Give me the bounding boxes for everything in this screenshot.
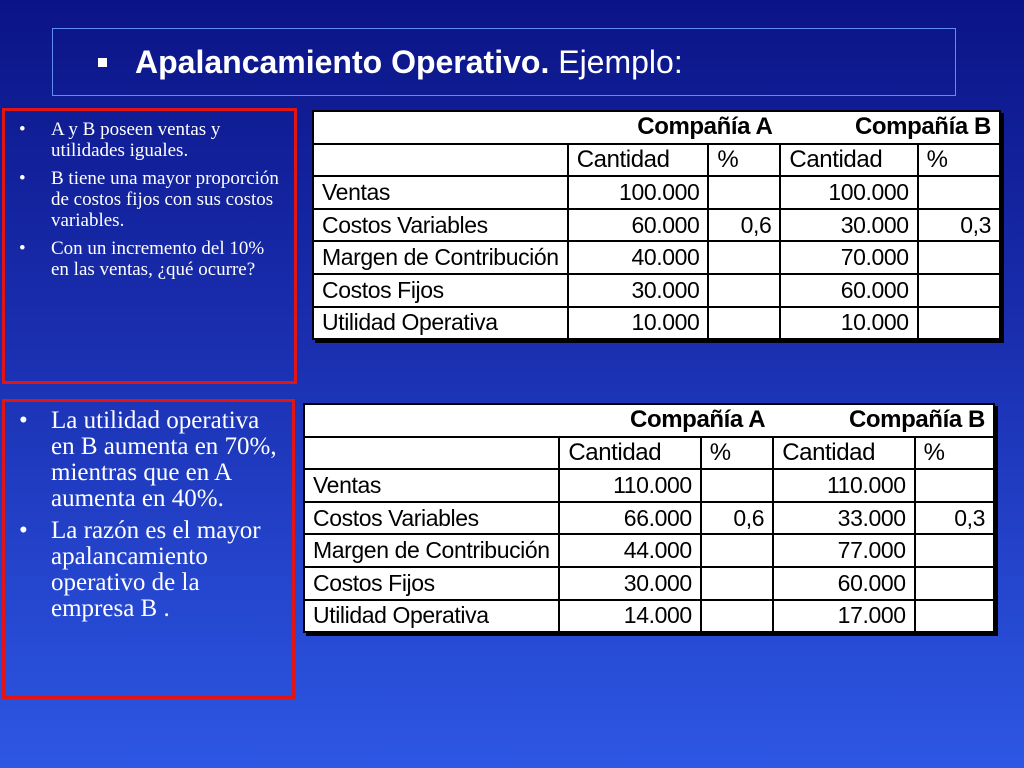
row-label: Costos Fijos bbox=[313, 274, 568, 307]
a-pct-cell: 0,6 bbox=[708, 209, 780, 242]
header-blank-cell bbox=[304, 404, 559, 437]
row-label: Margen de Contribución bbox=[304, 534, 559, 567]
row-label: Costos Fijos bbox=[304, 567, 559, 600]
col-pct-a: % bbox=[708, 144, 780, 177]
note-box-top bbox=[2, 108, 297, 384]
note-box-bottom bbox=[2, 399, 295, 699]
a-pct-cell bbox=[708, 274, 780, 307]
a-pct-cell bbox=[701, 567, 773, 600]
a-pct-cell: 0,6 bbox=[701, 502, 773, 535]
a-pct-cell bbox=[708, 176, 780, 209]
row-label: Utilidad Operativa bbox=[313, 307, 568, 340]
a-qty-cell: 66.000 bbox=[559, 502, 700, 535]
b-qty-cell: 17.000 bbox=[773, 600, 914, 633]
table-row bbox=[304, 502, 994, 535]
company-a-header: Compañía A bbox=[568, 111, 781, 144]
a-pct-cell bbox=[708, 241, 780, 274]
col-pct-b: % bbox=[918, 144, 1000, 177]
row-label: Costos Variables bbox=[304, 502, 559, 535]
col-qty-a: Cantidad bbox=[568, 144, 709, 177]
a-pct-cell bbox=[708, 307, 780, 340]
b-pct-cell bbox=[918, 176, 1000, 209]
a-pct-cell bbox=[701, 600, 773, 633]
note-item: • La razón es el mayor apalancamiento operativo de la empresa B . bbox=[5, 518, 292, 622]
table-bottom bbox=[303, 403, 995, 633]
b-qty-cell: 10.000 bbox=[780, 307, 917, 340]
company-b-header: Compañía B bbox=[780, 111, 1000, 144]
a-qty-cell: 30.000 bbox=[568, 274, 709, 307]
b-pct-cell bbox=[918, 307, 1000, 340]
a-qty-cell: 14.000 bbox=[559, 600, 700, 633]
b-qty-cell: 110.000 bbox=[773, 469, 914, 502]
note-item: • Con un incremento del 10% en las ventas, ¿qué ocurre? bbox=[5, 238, 294, 280]
col-pct-b: % bbox=[915, 437, 994, 470]
slide-title-normal: Ejemplo: bbox=[549, 43, 683, 80]
b-qty-cell: 100.000 bbox=[780, 176, 917, 209]
b-pct-cell bbox=[915, 600, 994, 633]
col-qty-b: Cantidad bbox=[780, 144, 917, 177]
table-header-row bbox=[313, 111, 1000, 144]
square-bullet-icon bbox=[98, 58, 107, 67]
a-qty-cell: 44.000 bbox=[559, 534, 700, 567]
table-row bbox=[304, 567, 994, 600]
b-qty-cell: 33.000 bbox=[773, 502, 914, 535]
company-a-header: Compañía A bbox=[559, 404, 773, 437]
slide-title-bold: Apalancamiento Operativo. bbox=[135, 43, 550, 80]
b-pct-cell bbox=[915, 534, 994, 567]
b-pct-cell: 0,3 bbox=[918, 209, 1000, 242]
note-item: • La utilidad operativa en B aumenta en 70%, mientras que en A aumenta en 40%. bbox=[5, 408, 292, 512]
b-pct-cell: 0,3 bbox=[915, 502, 994, 535]
table-row bbox=[313, 274, 1000, 307]
b-pct-cell bbox=[918, 241, 1000, 274]
table-top bbox=[312, 110, 1001, 340]
table-row bbox=[304, 534, 994, 567]
a-qty-cell: 30.000 bbox=[559, 567, 700, 600]
a-qty-cell: 60.000 bbox=[568, 209, 709, 242]
b-pct-cell bbox=[918, 274, 1000, 307]
note-item: • B tiene una mayor proporción de costos fijos con sus costos variables. bbox=[5, 168, 294, 231]
data-table bbox=[303, 403, 995, 633]
b-qty-cell: 60.000 bbox=[773, 567, 914, 600]
slide-title bbox=[135, 44, 683, 81]
b-qty-cell: 30.000 bbox=[780, 209, 917, 242]
note-list-top bbox=[5, 119, 294, 280]
table-subheader-row bbox=[313, 144, 1000, 177]
table-row bbox=[313, 176, 1000, 209]
a-qty-cell: 10.000 bbox=[568, 307, 709, 340]
b-qty-cell: 60.000 bbox=[780, 274, 917, 307]
a-pct-cell bbox=[701, 469, 773, 502]
col-qty-b: Cantidad bbox=[773, 437, 914, 470]
note-list-bottom bbox=[5, 408, 292, 622]
row-label: Ventas bbox=[313, 176, 568, 209]
company-b-header: Compañía B bbox=[773, 404, 994, 437]
data-table bbox=[312, 110, 1001, 340]
col-qty-a: Cantidad bbox=[559, 437, 700, 470]
b-qty-cell: 77.000 bbox=[773, 534, 914, 567]
a-qty-cell: 40.000 bbox=[568, 241, 709, 274]
b-pct-cell bbox=[915, 469, 994, 502]
table-row bbox=[313, 241, 1000, 274]
col-pct-a: % bbox=[701, 437, 773, 470]
note-item: • A y B poseen ventas y utilidades iguales. bbox=[5, 119, 294, 161]
table-row bbox=[304, 600, 994, 633]
row-label: Utilidad Operativa bbox=[304, 600, 559, 633]
row-label: Margen de Contribución bbox=[313, 241, 568, 274]
a-pct-cell bbox=[701, 534, 773, 567]
b-pct-cell bbox=[915, 567, 994, 600]
table-row bbox=[313, 209, 1000, 242]
table-row bbox=[313, 307, 1000, 340]
row-label: Costos Variables bbox=[313, 209, 568, 242]
table-header-row bbox=[304, 404, 994, 437]
row-label: Ventas bbox=[304, 469, 559, 502]
table-row bbox=[304, 469, 994, 502]
subheader-blank-cell bbox=[304, 437, 559, 470]
table-subheader-row bbox=[304, 437, 994, 470]
a-qty-cell: 110.000 bbox=[559, 469, 700, 502]
subheader-blank-cell bbox=[313, 144, 568, 177]
a-qty-cell: 100.000 bbox=[568, 176, 709, 209]
slide-title-box bbox=[52, 28, 956, 96]
header-blank-cell bbox=[313, 111, 568, 144]
b-qty-cell: 70.000 bbox=[780, 241, 917, 274]
